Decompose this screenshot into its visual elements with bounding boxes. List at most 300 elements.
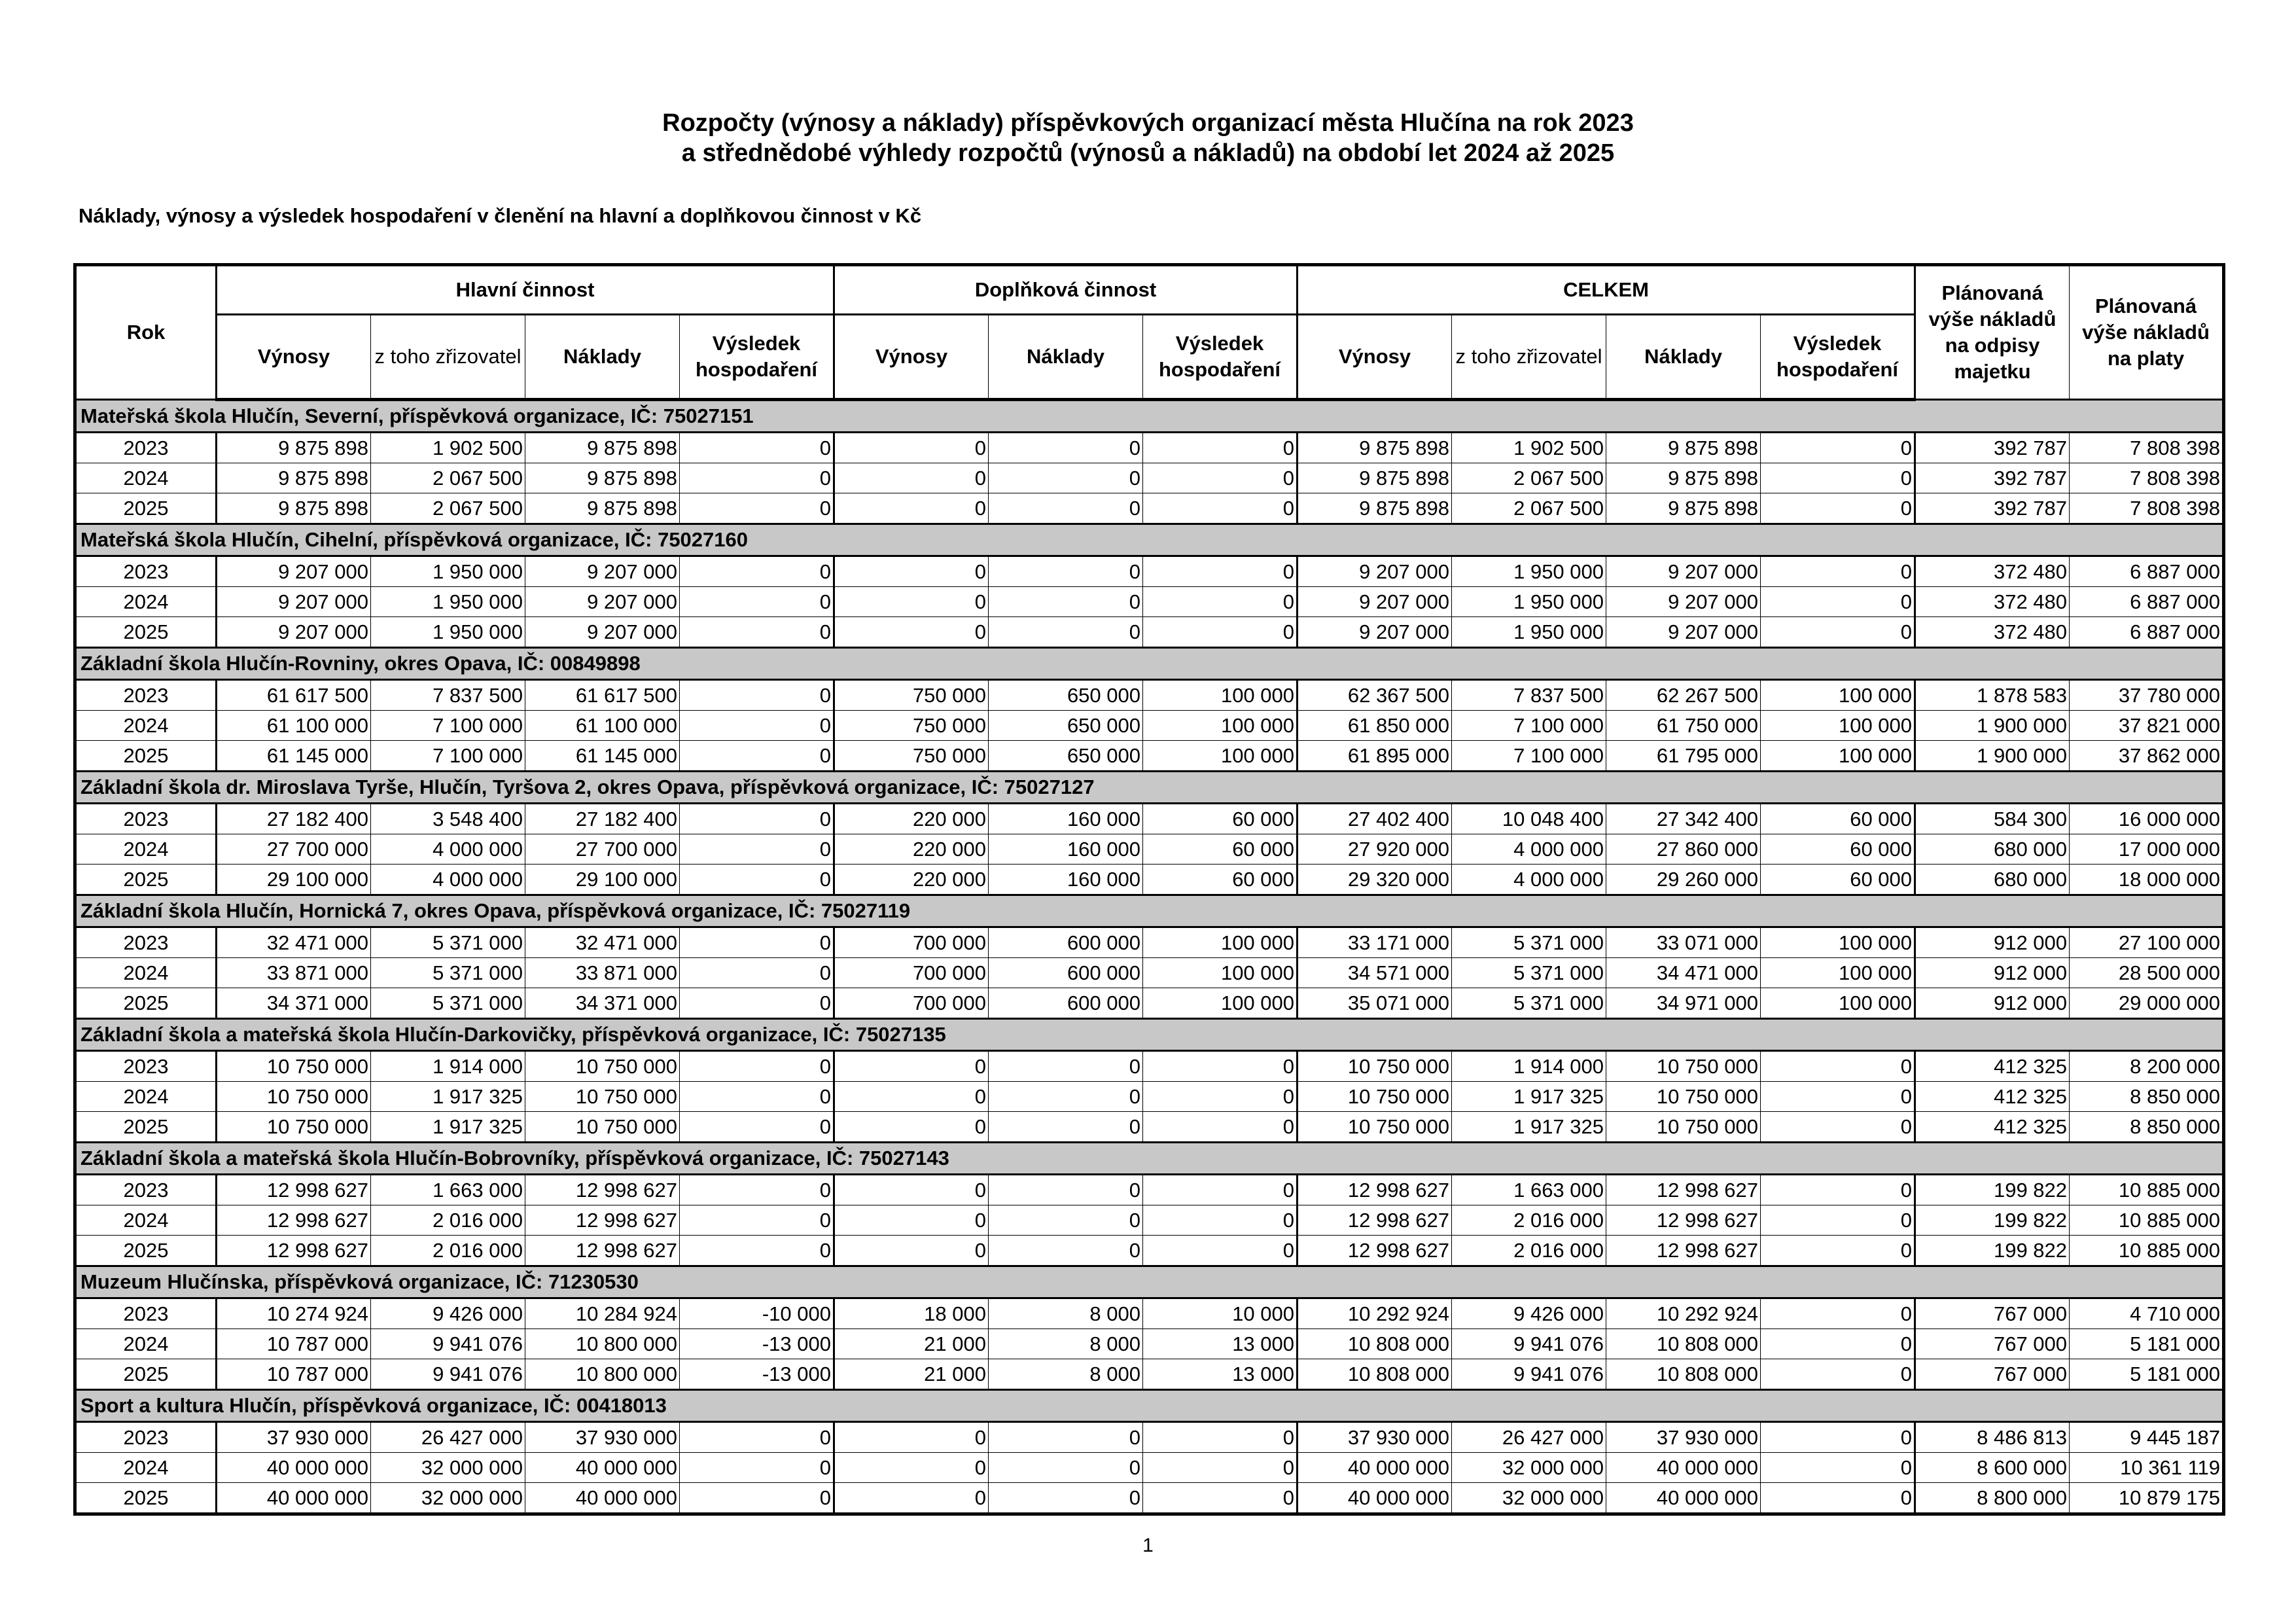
value-cell: 9 875 898	[1606, 493, 1761, 524]
value-cell: 12 998 627	[1606, 1205, 1761, 1236]
value-cell: 40 000 000	[217, 1453, 371, 1483]
value-cell: 412 325	[1915, 1112, 2070, 1143]
value-cell: 8 600 000	[1915, 1453, 2070, 1483]
value-cell: 29 100 000	[217, 865, 371, 895]
value-cell: 392 787	[1915, 463, 2070, 493]
organization-name: Základní škola a mateřská škola Hlučín-Bobrovníky, příspěvková organizace, IČ: 75027143	[75, 1143, 2224, 1175]
value-cell: 26 427 000	[371, 1422, 525, 1453]
value-cell: 750 000	[834, 680, 989, 711]
year-cell: 2024	[75, 1082, 217, 1112]
value-cell: 61 617 500	[525, 680, 680, 711]
value-cell: 0	[989, 617, 1143, 648]
value-cell: 32 000 000	[371, 1453, 525, 1483]
value-cell: 0	[1761, 1175, 1915, 1205]
year-cell: 2024	[75, 1205, 217, 1236]
value-cell: 0	[680, 711, 834, 741]
page-number: 1	[1142, 1535, 1154, 1556]
value-cell: 18 000 000	[2070, 865, 2224, 895]
year-cell: 2023	[75, 804, 217, 834]
table-row	[75, 1205, 2224, 1236]
value-cell: 0	[1143, 1082, 1298, 1112]
value-cell: 32 471 000	[525, 927, 680, 958]
value-cell: 21 000	[834, 1329, 989, 1359]
header-celkem-z-toho: z toho zřizovatel	[1452, 315, 1606, 400]
value-cell: 0	[1143, 1422, 1298, 1453]
value-cell: 0	[1143, 463, 1298, 493]
value-cell: 21 000	[834, 1359, 989, 1390]
value-cell: 5 371 000	[1452, 988, 1606, 1019]
value-cell: 7 808 398	[2070, 493, 2224, 524]
budget-table-wrapper	[73, 263, 2222, 1516]
value-cell: 1 950 000	[371, 587, 525, 617]
year-cell: 2024	[75, 958, 217, 988]
value-cell: 0	[1761, 1205, 1915, 1236]
header-doplnkova-vynosy: Výnosy	[834, 315, 989, 400]
value-cell: 6 887 000	[2070, 556, 2224, 587]
value-cell: 2 067 500	[371, 463, 525, 493]
value-cell: 4 000 000	[1452, 865, 1606, 895]
value-cell: 33 871 000	[217, 958, 371, 988]
header-hlavni-cinnost: Hlavní činnost	[217, 265, 834, 315]
value-cell: 2 016 000	[371, 1236, 525, 1266]
value-cell: 0	[680, 617, 834, 648]
value-cell: 412 325	[1915, 1082, 2070, 1112]
value-cell: 0	[1761, 587, 1915, 617]
year-cell: 2025	[75, 1236, 217, 1266]
header-hlavni-naklady: Náklady	[525, 315, 680, 400]
value-cell: 10 292 924	[1606, 1298, 1761, 1329]
value-cell: 680 000	[1915, 865, 2070, 895]
value-cell: 372 480	[1915, 587, 2070, 617]
value-cell: 6 887 000	[2070, 587, 2224, 617]
value-cell: 10 750 000	[217, 1051, 371, 1082]
value-cell: 600 000	[989, 927, 1143, 958]
value-cell: 9 207 000	[1606, 587, 1761, 617]
value-cell: 9 207 000	[525, 556, 680, 587]
value-cell: 16 000 000	[2070, 804, 2224, 834]
value-cell: 1 917 325	[371, 1112, 525, 1143]
value-cell: 10 750 000	[1298, 1082, 1452, 1112]
value-cell: 160 000	[989, 804, 1143, 834]
value-cell: 392 787	[1915, 493, 2070, 524]
value-cell: 61 145 000	[525, 741, 680, 772]
value-cell: 0	[989, 587, 1143, 617]
value-cell: 13 000	[1143, 1359, 1298, 1390]
organization-row	[75, 400, 2224, 433]
value-cell: 1 878 583	[1915, 680, 2070, 711]
value-cell: 7 837 500	[1452, 680, 1606, 711]
value-cell: 10 885 000	[2070, 1175, 2224, 1205]
value-cell: 29 100 000	[525, 865, 680, 895]
value-cell: 5 181 000	[2070, 1329, 2224, 1359]
year-cell: 2023	[75, 433, 217, 463]
value-cell: 8 200 000	[2070, 1051, 2224, 1082]
value-cell: 29 260 000	[1606, 865, 1761, 895]
header-hlavni-z-toho: z toho zřizovatel	[371, 315, 525, 400]
table-row	[75, 1298, 2224, 1329]
year-cell: 2023	[75, 1422, 217, 1453]
value-cell: 9 207 000	[217, 587, 371, 617]
value-cell: 1 917 325	[371, 1082, 525, 1112]
value-cell: 4 000 000	[371, 834, 525, 865]
value-cell: 0	[680, 1236, 834, 1266]
value-cell: 9 941 076	[371, 1329, 525, 1359]
value-cell: 0	[680, 433, 834, 463]
value-cell: 1 900 000	[1915, 711, 2070, 741]
year-cell: 2024	[75, 587, 217, 617]
value-cell: 10 750 000	[217, 1112, 371, 1143]
value-cell: 700 000	[834, 958, 989, 988]
value-cell: 7 837 500	[371, 680, 525, 711]
value-cell: 10 361 119	[2070, 1453, 2224, 1483]
header-hlavni-vysledek: Výsledek hospodaření	[680, 315, 834, 400]
value-cell: 0	[834, 1453, 989, 1483]
organization-name: Sport a kultura Hlučín, příspěvková organizace, IČ: 00418013	[75, 1390, 2224, 1422]
value-cell: 220 000	[834, 865, 989, 895]
value-cell: 0	[989, 1422, 1143, 1453]
value-cell: 0	[1761, 463, 1915, 493]
table-row	[75, 741, 2224, 772]
value-cell: 0	[680, 988, 834, 1019]
year-cell: 2025	[75, 1483, 217, 1514]
value-cell: 12 998 627	[1606, 1236, 1761, 1266]
value-cell: 40 000 000	[1298, 1483, 1452, 1514]
value-cell: 37 862 000	[2070, 741, 2224, 772]
value-cell: 29 320 000	[1298, 865, 1452, 895]
table-row	[75, 804, 2224, 834]
value-cell: 0	[680, 493, 834, 524]
value-cell: 600 000	[989, 988, 1143, 1019]
table-row	[75, 556, 2224, 587]
value-cell: 0	[680, 556, 834, 587]
value-cell: 1 914 000	[1452, 1051, 1606, 1082]
value-cell: 60 000	[1143, 804, 1298, 834]
value-cell: 912 000	[1915, 958, 2070, 988]
value-cell: 33 071 000	[1606, 927, 1761, 958]
value-cell: 220 000	[834, 804, 989, 834]
value-cell: 37 930 000	[1606, 1422, 1761, 1453]
value-cell: 0	[1761, 1483, 1915, 1514]
value-cell: 9 941 076	[1452, 1359, 1606, 1390]
value-cell: 27 920 000	[1298, 834, 1452, 865]
table-row	[75, 1236, 2224, 1266]
value-cell: 1 950 000	[1452, 617, 1606, 648]
value-cell: 10 800 000	[525, 1359, 680, 1390]
value-cell: 8 000	[989, 1359, 1143, 1390]
value-cell: 0	[1761, 1359, 1915, 1390]
table-row	[75, 1483, 2224, 1514]
value-cell: 0	[834, 1112, 989, 1143]
value-cell: 10 750 000	[1606, 1051, 1761, 1082]
value-cell: 10 750 000	[525, 1112, 680, 1143]
value-cell: 10 808 000	[1298, 1329, 1452, 1359]
value-cell: 60 000	[1761, 804, 1915, 834]
value-cell: 1 900 000	[1915, 741, 2070, 772]
value-cell: 100 000	[1143, 927, 1298, 958]
value-cell: 9 207 000	[525, 587, 680, 617]
value-cell: 0	[1761, 1112, 1915, 1143]
value-cell: 2 067 500	[1452, 463, 1606, 493]
value-cell: 9 207 000	[217, 617, 371, 648]
value-cell: 0	[1143, 587, 1298, 617]
table-row	[75, 1453, 2224, 1483]
value-cell: 9 875 898	[1606, 433, 1761, 463]
value-cell: 0	[680, 680, 834, 711]
value-cell: 9 875 898	[217, 463, 371, 493]
table-row	[75, 1051, 2224, 1082]
value-cell: 12 998 627	[1298, 1175, 1452, 1205]
header-hlavni-vynosy: Výnosy	[217, 315, 371, 400]
value-cell: 9 445 187	[2070, 1422, 2224, 1453]
value-cell: 0	[834, 587, 989, 617]
value-cell: 7 808 398	[2070, 433, 2224, 463]
value-cell: 100 000	[1761, 988, 1915, 1019]
value-cell: 10 885 000	[2070, 1236, 2224, 1266]
value-cell: 10 750 000	[217, 1082, 371, 1112]
value-cell: 0	[680, 463, 834, 493]
organization-name: Základní škola Hlučín, Hornická 7, okres Opava, příspěvková organizace, IČ: 75027119	[75, 895, 2224, 927]
value-cell: 9 875 898	[1606, 463, 1761, 493]
value-cell: 8 486 813	[1915, 1422, 2070, 1453]
value-cell: 0	[834, 1422, 989, 1453]
value-cell: 61 795 000	[1606, 741, 1761, 772]
organization-row	[75, 772, 2224, 804]
value-cell: 10 750 000	[1606, 1082, 1761, 1112]
value-cell: 220 000	[834, 834, 989, 865]
value-cell: 0	[834, 463, 989, 493]
organization-name: Základní škola a mateřská škola Hlučín-Darkovičky, příspěvková organizace, IČ: 75027135	[75, 1019, 2224, 1051]
value-cell: 0	[834, 1082, 989, 1112]
value-cell: 40 000 000	[525, 1453, 680, 1483]
value-cell: 12 998 627	[525, 1236, 680, 1266]
value-cell: 32 000 000	[1452, 1483, 1606, 1514]
table-row	[75, 463, 2224, 493]
value-cell: 12 998 627	[217, 1236, 371, 1266]
value-cell: 32 471 000	[217, 927, 371, 958]
value-cell: 34 571 000	[1298, 958, 1452, 988]
year-cell: 2025	[75, 1112, 217, 1143]
value-cell: 1 950 000	[1452, 587, 1606, 617]
value-cell: 10 787 000	[217, 1329, 371, 1359]
value-cell: 10 750 000	[525, 1082, 680, 1112]
value-cell: 9 426 000	[371, 1298, 525, 1329]
year-cell: 2023	[75, 556, 217, 587]
value-cell: 9 426 000	[1452, 1298, 1606, 1329]
value-cell: 37 930 000	[525, 1422, 680, 1453]
year-cell: 2025	[75, 865, 217, 895]
value-cell: 7 100 000	[1452, 741, 1606, 772]
value-cell: 9 207 000	[1298, 617, 1452, 648]
value-cell: 37 821 000	[2070, 711, 2224, 741]
document-title	[0, 108, 2296, 168]
value-cell: 27 700 000	[217, 834, 371, 865]
value-cell: 61 895 000	[1298, 741, 1452, 772]
value-cell: 0	[1143, 1175, 1298, 1205]
value-cell: 1 917 325	[1452, 1112, 1606, 1143]
value-cell: 2 016 000	[371, 1205, 525, 1236]
value-cell: 700 000	[834, 927, 989, 958]
value-cell: 100 000	[1143, 680, 1298, 711]
value-cell: 9 207 000	[1298, 587, 1452, 617]
value-cell: 9 207 000	[525, 617, 680, 648]
value-cell: 9 875 898	[217, 433, 371, 463]
table-row	[75, 1082, 2224, 1112]
year-cell: 2025	[75, 617, 217, 648]
organization-name: Muzeum Hlučínska, příspěvková organizace, IČ: 71230530	[75, 1266, 2224, 1298]
value-cell: 0	[680, 1205, 834, 1236]
value-cell: 912 000	[1915, 927, 2070, 958]
value-cell: 0	[834, 617, 989, 648]
value-cell: 7 100 000	[371, 741, 525, 772]
organization-name: Základní škola dr. Miroslava Tyrše, Hlučín, Tyršova 2, okres Opava, příspěvková organizace, IČ: 75027127	[75, 772, 2224, 804]
value-cell: 0	[989, 1236, 1143, 1266]
budget-table	[73, 263, 2225, 1516]
value-cell: 61 850 000	[1298, 711, 1452, 741]
year-cell: 2024	[75, 463, 217, 493]
organization-row	[75, 895, 2224, 927]
value-cell: 10 750 000	[525, 1051, 680, 1082]
value-cell: 0	[1143, 433, 1298, 463]
table-row	[75, 988, 2224, 1019]
value-cell: 0	[1761, 493, 1915, 524]
value-cell: 199 822	[1915, 1236, 2070, 1266]
table-row	[75, 1112, 2224, 1143]
value-cell: 0	[1761, 433, 1915, 463]
value-cell: 2 016 000	[1452, 1205, 1606, 1236]
year-cell: 2024	[75, 711, 217, 741]
value-cell: 650 000	[989, 680, 1143, 711]
value-cell: 37 930 000	[1298, 1422, 1452, 1453]
value-cell: 33 871 000	[525, 958, 680, 988]
value-cell: 60 000	[1143, 865, 1298, 895]
value-cell: 0	[1761, 1422, 1915, 1453]
value-cell: 0	[1143, 1205, 1298, 1236]
value-cell: 0	[680, 1051, 834, 1082]
value-cell: 0	[834, 1236, 989, 1266]
header-celkem-vysledek: Výsledek hospodaření	[1761, 315, 1915, 400]
value-cell: 100 000	[1761, 711, 1915, 741]
value-cell: 40 000 000	[1298, 1453, 1452, 1483]
table-row	[75, 711, 2224, 741]
value-cell: 0	[1761, 617, 1915, 648]
value-cell: 9 875 898	[1298, 463, 1452, 493]
value-cell: 10 750 000	[1298, 1112, 1452, 1143]
year-cell: 2024	[75, 834, 217, 865]
value-cell: 9 941 076	[371, 1359, 525, 1390]
organization-row	[75, 1390, 2224, 1422]
value-cell: 392 787	[1915, 433, 2070, 463]
value-cell: 0	[989, 493, 1143, 524]
value-cell: 0	[834, 1483, 989, 1514]
value-cell: 750 000	[834, 711, 989, 741]
value-cell: 1 914 000	[371, 1051, 525, 1082]
organization-row	[75, 1019, 2224, 1051]
value-cell: 61 145 000	[217, 741, 371, 772]
value-cell: 12 998 627	[1298, 1205, 1452, 1236]
value-cell: 0	[989, 1205, 1143, 1236]
value-cell: 6 887 000	[2070, 617, 2224, 648]
value-cell: 0	[1761, 1051, 1915, 1082]
table-row	[75, 1359, 2224, 1390]
value-cell: 12 998 627	[525, 1205, 680, 1236]
value-cell: 27 182 400	[217, 804, 371, 834]
value-cell: 0	[834, 556, 989, 587]
year-cell: 2023	[75, 1175, 217, 1205]
value-cell: 40 000 000	[217, 1483, 371, 1514]
year-cell: 2023	[75, 1051, 217, 1082]
value-cell: 0	[680, 1175, 834, 1205]
table-row	[75, 1329, 2224, 1359]
header-doplnkova-cinnost: Doplňková činnost	[834, 265, 1298, 315]
value-cell: 372 480	[1915, 617, 2070, 648]
value-cell: 0	[989, 556, 1143, 587]
table-row	[75, 680, 2224, 711]
organization-row	[75, 1143, 2224, 1175]
value-cell: 60 000	[1143, 834, 1298, 865]
table-row	[75, 927, 2224, 958]
value-cell: 5 371 000	[371, 958, 525, 988]
value-cell: 62 267 500	[1606, 680, 1761, 711]
value-cell: -10 000	[680, 1298, 834, 1329]
year-cell: 2024	[75, 1453, 217, 1483]
value-cell: 0	[680, 1453, 834, 1483]
value-cell: 9 875 898	[525, 463, 680, 493]
value-cell: 160 000	[989, 865, 1143, 895]
organization-row	[75, 1266, 2224, 1298]
value-cell: 7 100 000	[1452, 711, 1606, 741]
value-cell: 4 000 000	[1452, 834, 1606, 865]
value-cell: 0	[1143, 617, 1298, 648]
value-cell: 412 325	[1915, 1051, 2070, 1082]
header-odpisy: Plánovaná výše nákladů na odpisy majetku	[1915, 265, 2070, 400]
value-cell: 767 000	[1915, 1359, 2070, 1390]
value-cell: 750 000	[834, 741, 989, 772]
organization-row	[75, 648, 2224, 680]
value-cell: 37 780 000	[2070, 680, 2224, 711]
value-cell: 27 700 000	[525, 834, 680, 865]
header-celkem: CELKEM	[1298, 265, 1915, 315]
value-cell: 7 808 398	[2070, 463, 2224, 493]
value-cell: 912 000	[1915, 988, 2070, 1019]
table-body	[75, 400, 2224, 1514]
value-cell: 18 000	[834, 1298, 989, 1329]
value-cell: 0	[989, 1453, 1143, 1483]
value-cell: 8 000	[989, 1329, 1143, 1359]
value-cell: 12 998 627	[525, 1175, 680, 1205]
value-cell: 1 663 000	[1452, 1175, 1606, 1205]
table-row	[75, 1175, 2224, 1205]
table-row	[75, 493, 2224, 524]
value-cell: 9 207 000	[217, 556, 371, 587]
value-cell: 3 548 400	[371, 804, 525, 834]
value-cell: 9 207 000	[1606, 617, 1761, 648]
value-cell: 5 371 000	[1452, 958, 1606, 988]
value-cell: 0	[989, 463, 1143, 493]
value-cell: 8 000	[989, 1298, 1143, 1329]
value-cell: 13 000	[1143, 1329, 1298, 1359]
value-cell: 100 000	[1761, 680, 1915, 711]
value-cell: 5 371 000	[371, 927, 525, 958]
header-platy: Plánovaná výše nákladů na platy	[2070, 265, 2224, 400]
value-cell: 10 800 000	[525, 1329, 680, 1359]
value-cell: 680 000	[1915, 834, 2070, 865]
value-cell: 0	[680, 1483, 834, 1514]
value-cell: 0	[1143, 1051, 1298, 1082]
header-doplnkova-vysledek: Výsledek hospodaření	[1143, 315, 1298, 400]
organization-row	[75, 524, 2224, 556]
value-cell: 0	[680, 587, 834, 617]
year-cell: 2025	[75, 493, 217, 524]
